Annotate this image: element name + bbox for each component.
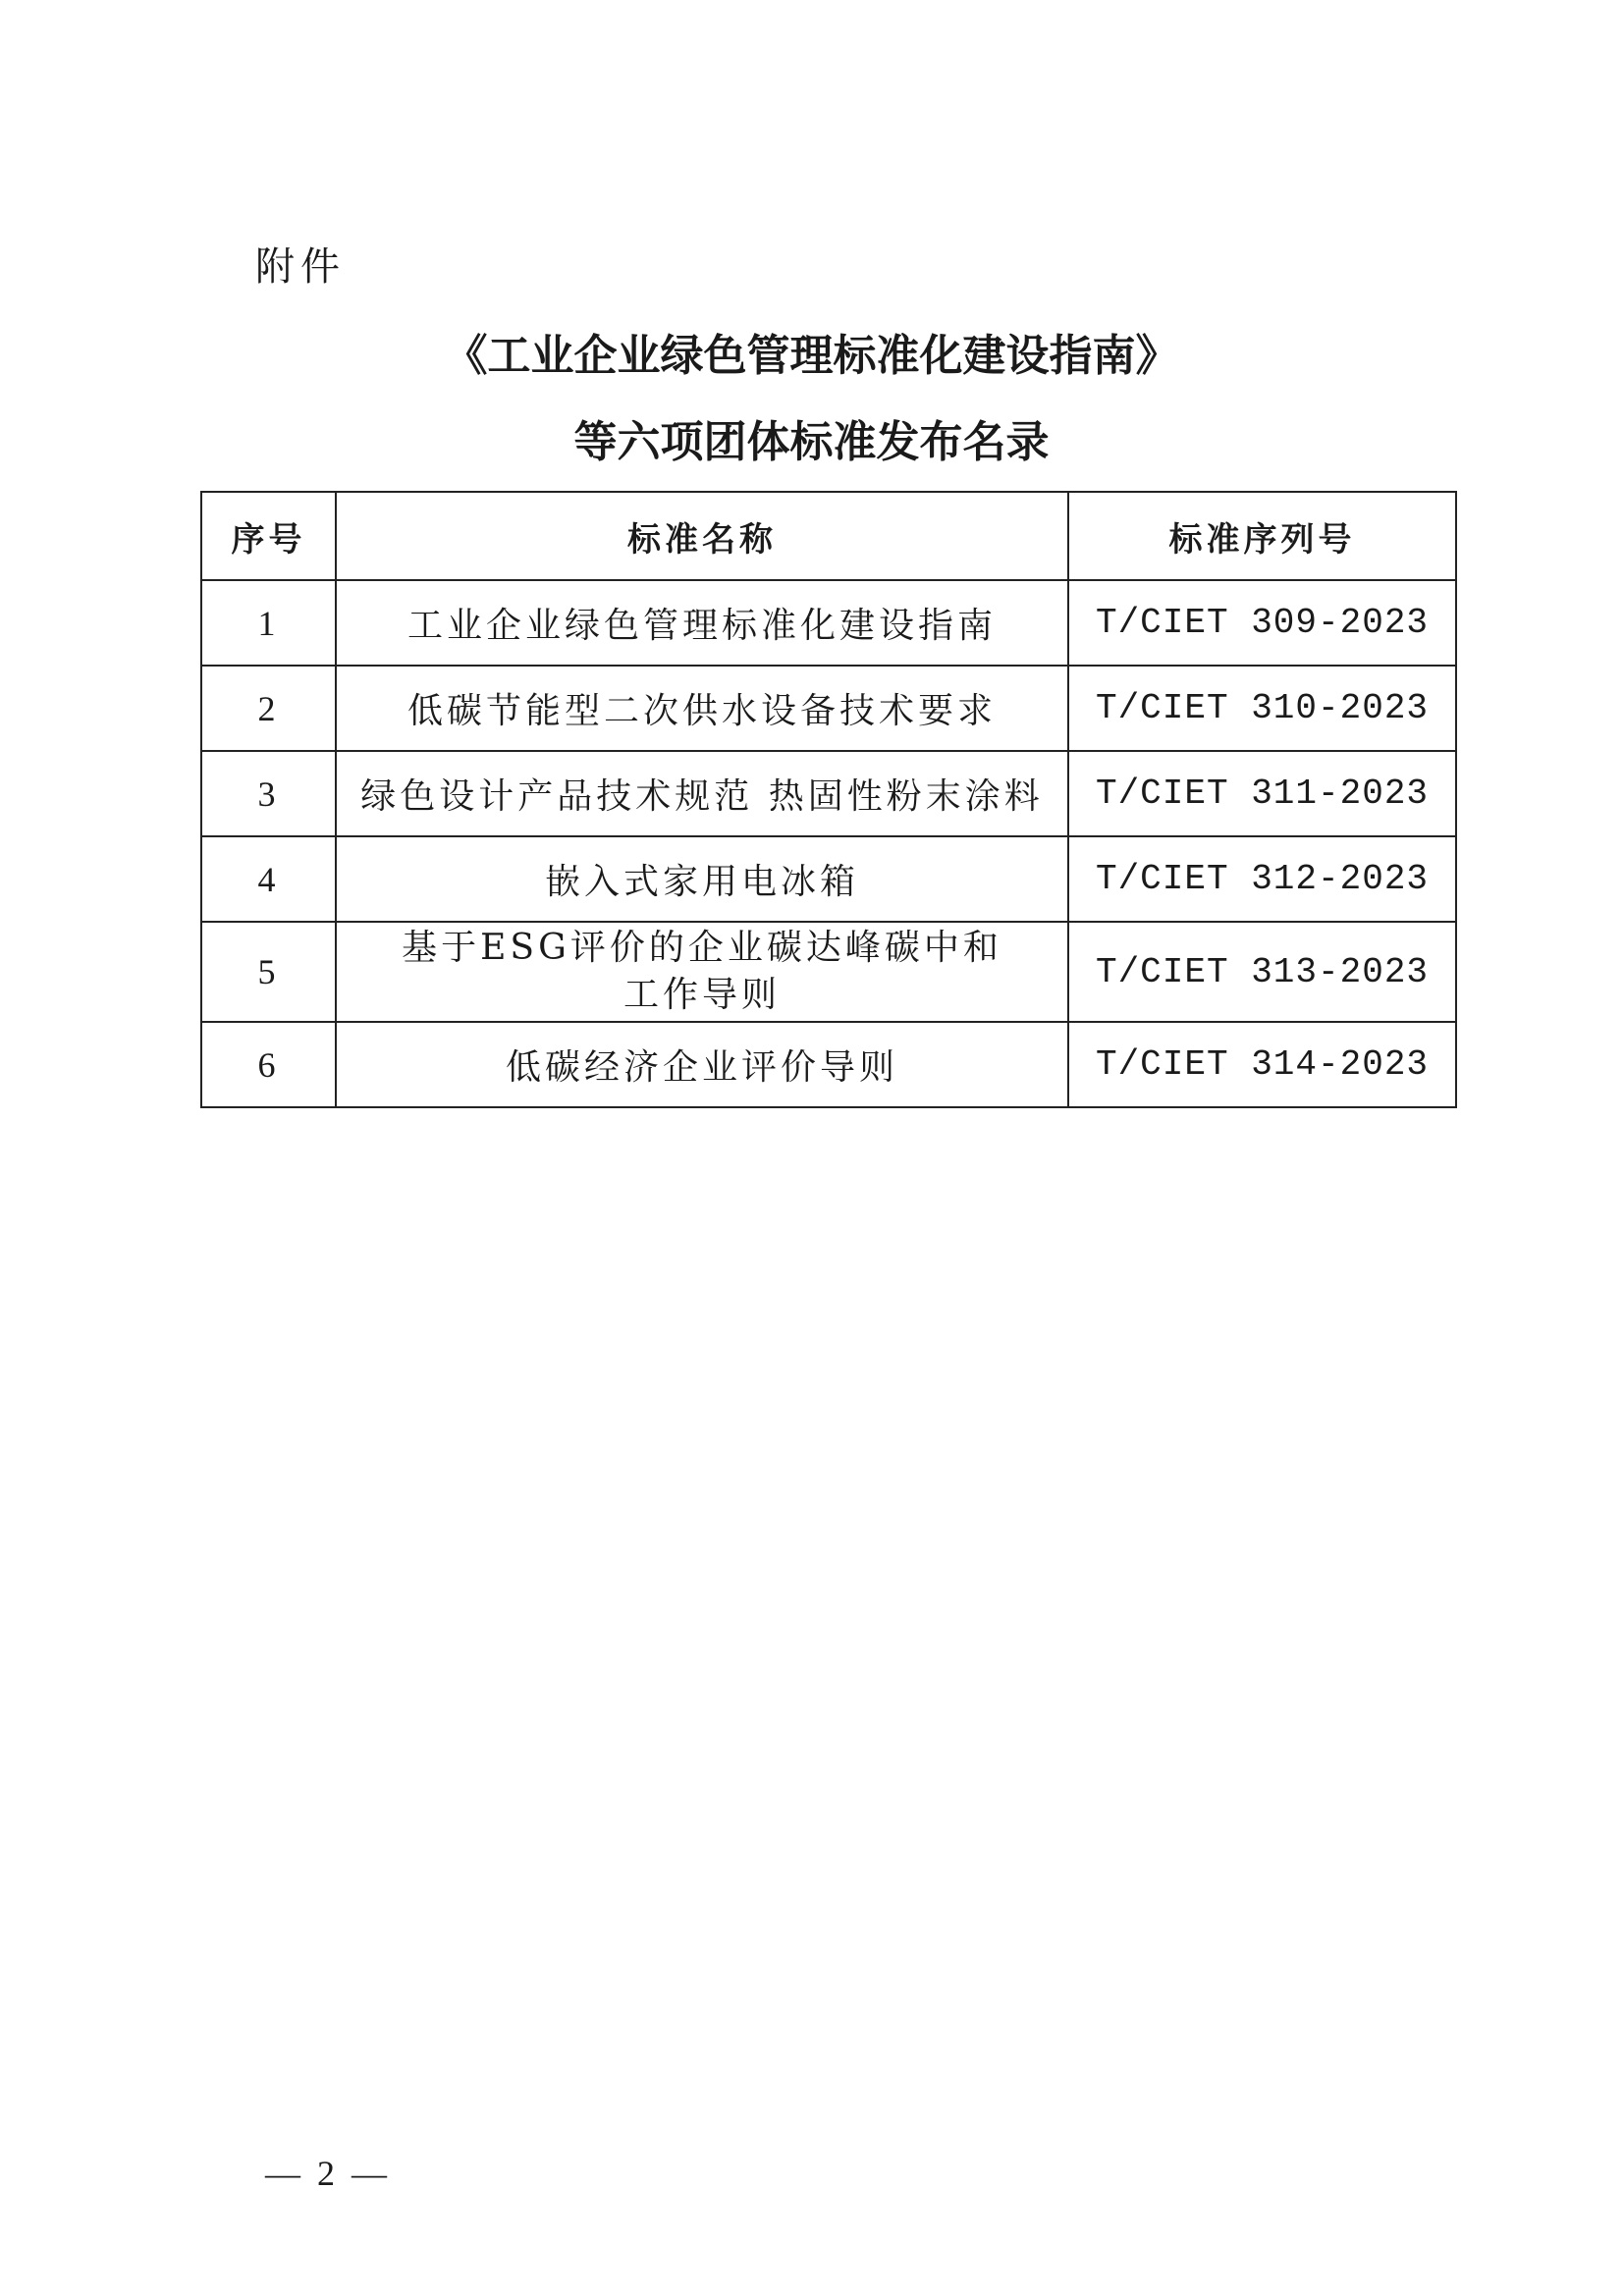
table-row (201, 922, 1456, 1022)
standards-table (200, 491, 1457, 1108)
page-number: — 2 — (265, 2154, 391, 2193)
row-standard-code: T/CIET 312-2023 (1068, 836, 1456, 922)
row-serial-number: 2 (201, 666, 336, 751)
row-serial-number: 1 (201, 580, 336, 666)
row-standard-code: T/CIET 313-2023 (1068, 922, 1456, 1022)
row-standard-code: T/CIET 309-2023 (1068, 580, 1456, 666)
row-standard-name (336, 922, 1068, 1022)
row-standard-name: 嵌入式家用电冰箱 (336, 836, 1068, 922)
header-standard-name: 标准名称 (336, 492, 1068, 580)
table-row (201, 836, 1456, 922)
attachment-label: 附件 (255, 244, 346, 290)
table-header-row (201, 492, 1456, 580)
table-row (201, 751, 1456, 836)
row-serial-number: 6 (201, 1022, 336, 1107)
table-row (201, 1022, 1456, 1107)
row-serial-number: 4 (201, 836, 336, 922)
document-title-line-1: 《工业企业绿色管理标准化建设指南》 (444, 331, 1179, 381)
header-serial-number: 序号 (201, 492, 336, 580)
row-standard-name-line-2: 工作导则 (622, 975, 781, 1015)
table-row (201, 580, 1456, 666)
document-title-line-2: 等六项团体标准发布名录 (573, 417, 1050, 467)
header-standard-code: 标准序列号 (1068, 492, 1456, 580)
row-standard-code: T/CIET 311-2023 (1068, 751, 1456, 836)
row-serial-number: 5 (201, 922, 336, 1022)
row-standard-name: 绿色设计产品技术规范 热固性粉末涂料 (336, 751, 1068, 836)
row-standard-code: T/CIET 314-2023 (1068, 1022, 1456, 1107)
row-standard-name: 低碳经济企业评价导则 (336, 1022, 1068, 1107)
row-standard-code: T/CIET 310-2023 (1068, 666, 1456, 751)
row-standard-name: 工业企业绿色管理标准化建设指南 (336, 580, 1068, 666)
row-serial-number: 3 (201, 751, 336, 836)
row-standard-name: 低碳节能型二次供水设备技术要求 (336, 666, 1068, 751)
table-row (201, 666, 1456, 751)
row-standard-name-line-1: 基于ESG评价的企业碳达峰碳中和 (402, 928, 1002, 968)
